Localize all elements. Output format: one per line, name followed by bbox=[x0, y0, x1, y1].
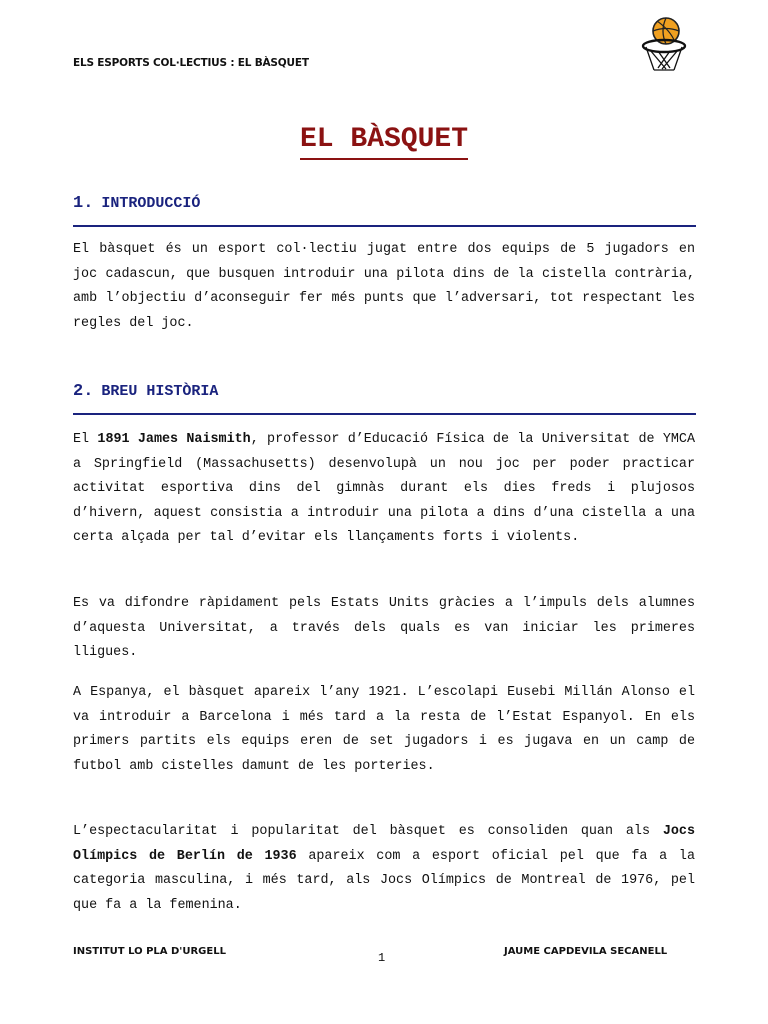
text-run: L’espectacularitat i popularitat del bàsquet es consoliden quan als bbox=[73, 824, 663, 839]
intro-paragraph bbox=[73, 238, 695, 336]
section-heading-introduction bbox=[73, 194, 696, 227]
paragraph-text: El bàsquet és un esport col·lectiu jugat entre dos equips de 5 jugadors en joc cadascun, que busquen introduir una pilota dins de la cistella contrària, amb l’objectiu d’aconseguir fer més punts que l’adversari, tot respectant les regles del joc. bbox=[73, 242, 695, 331]
bold-text-run: 1891 James Naismith bbox=[97, 432, 251, 447]
paragraph-text: Es va difondre ràpidament pels Estats Units gràcies a l’impuls dels alumnes d’aquesta Universitat, a través dels quals es van iniciar les primeres lligues. bbox=[73, 596, 695, 661]
section-number: 2. bbox=[73, 382, 94, 401]
page-title-text: EL BÀSQUET bbox=[300, 124, 468, 160]
history-paragraph-4 bbox=[73, 820, 695, 918]
section-heading-history bbox=[73, 382, 696, 415]
history-paragraph-1 bbox=[73, 428, 695, 551]
text-run: El bbox=[73, 432, 98, 447]
page-number: 1 bbox=[378, 951, 386, 965]
text-run: apareix com a esport oficial pel que fa a la categoria masculina, i més tard, als Jocs Olímpics de Montreal de 1976, pel que fa a la femenina. bbox=[73, 848, 695, 913]
paragraph-text bbox=[73, 428, 695, 551]
header-title: ELS ESPORTS COL·LECTIUS : EL BÀSQUET bbox=[73, 57, 309, 69]
section-title: BREU HISTÒRIA bbox=[101, 383, 219, 400]
history-paragraph-2 bbox=[73, 592, 695, 666]
footer-school: INSTITUT LO PLA D'URGELL bbox=[73, 946, 226, 957]
paragraph-text bbox=[73, 820, 695, 918]
basketball-hoop-icon bbox=[636, 14, 692, 76]
page-title bbox=[0, 124, 768, 155]
history-paragraph-3 bbox=[73, 681, 695, 779]
footer-author: JAUME CAPDEVILA SECANELL bbox=[504, 946, 668, 957]
section-title: INTRODUCCIÓ bbox=[101, 195, 201, 212]
paragraph-text: A Espanya, el bàsquet apareix l’any 1921. L’escolapi Eusebi Millán Alonso el va introduir a Barcelona i més tard a la resta de l’Estat Espanyol. En els primers partits els equips eren de set jugadors i es jugava en un camp de futbol amb cistelles damunt de les porteries. bbox=[73, 685, 695, 774]
bold-text-run: Jocs Olímpics de Berlín de 1936 bbox=[73, 824, 695, 864]
section-number: 1. bbox=[73, 194, 94, 213]
text-run: , professor d’Educació Física de la Universitat de YMCA a Springfield (Massachusetts) desenvolupà un nou joc per poder practicar activitat esportiva dins del gimnàs durant els dies freds i plujosos d’hivern, aquest consistia a introduir una pilota a dins d’una cistella a una certa alçada per tal d’evitar els llançaments forts i violents. bbox=[73, 432, 696, 546]
